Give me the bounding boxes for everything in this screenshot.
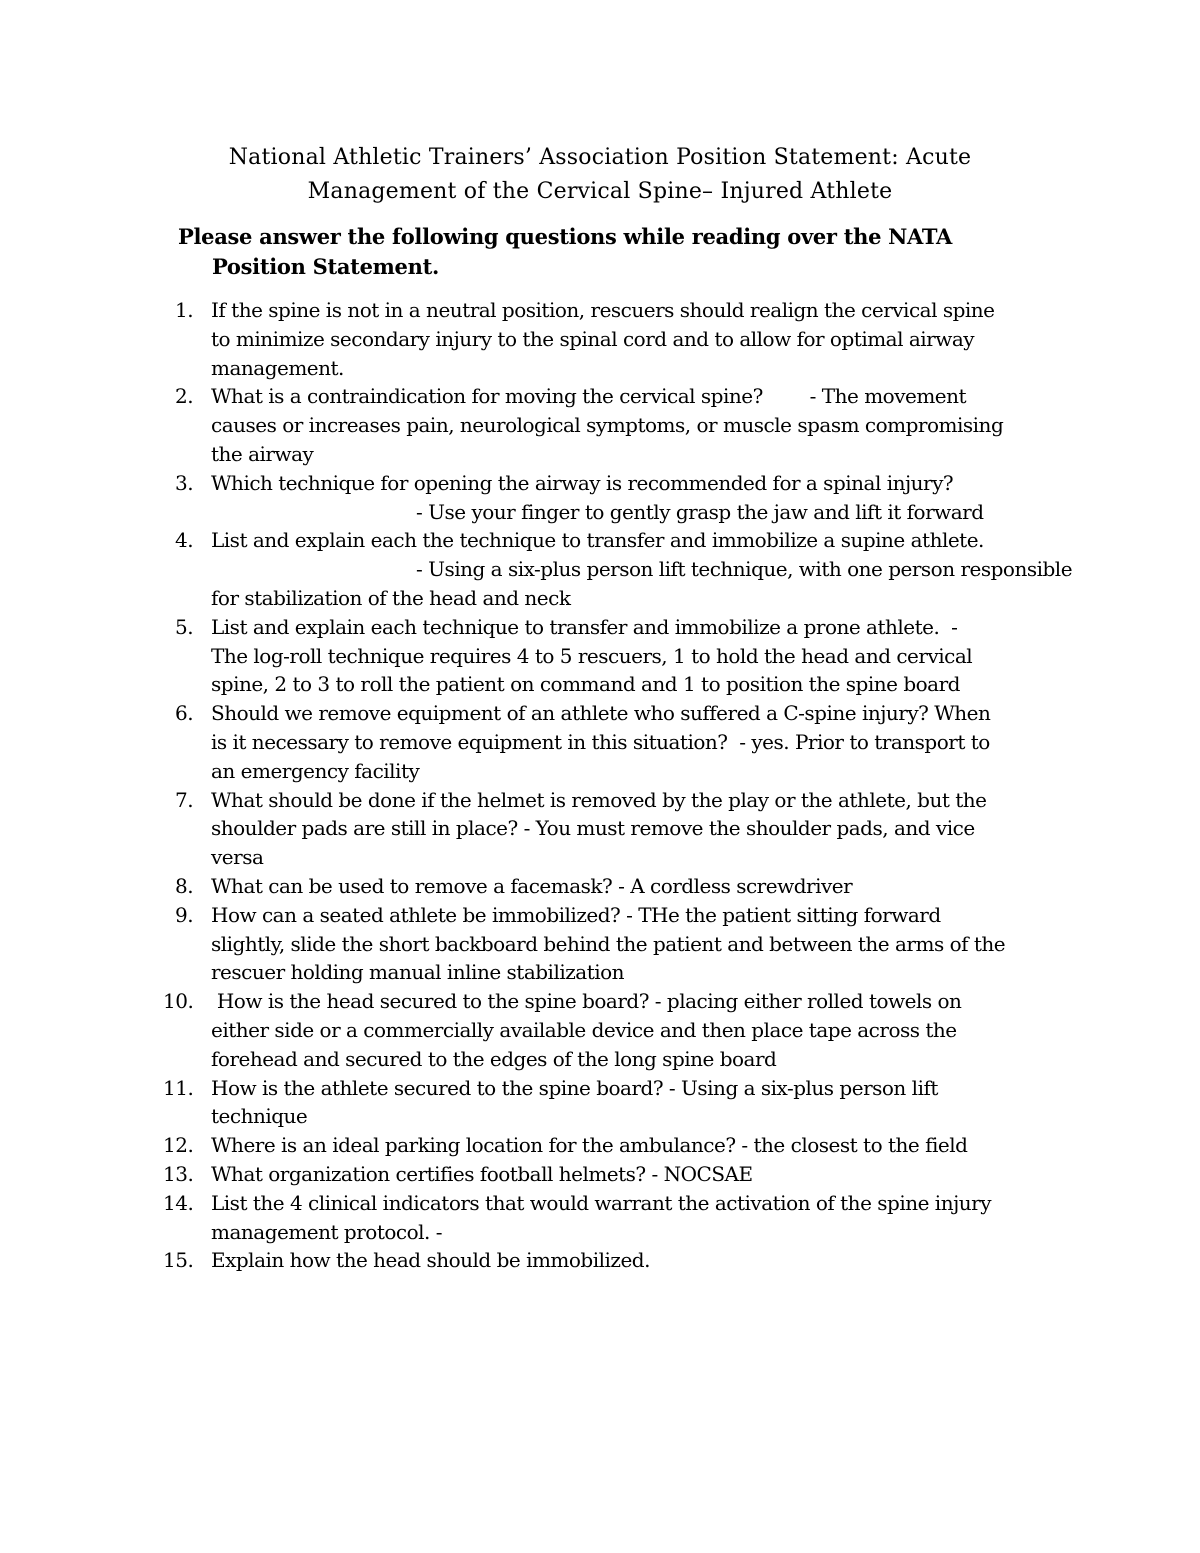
question-line — [175, 526, 1075, 555]
question-text: for stabilization of the head and neck — [211, 585, 571, 610]
question-text: technique — [211, 1104, 308, 1129]
question-line — [175, 411, 1075, 440]
question-line — [175, 958, 1075, 987]
question-item — [175, 901, 1075, 987]
question-line — [175, 814, 1075, 843]
question-number: 7. — [175, 787, 194, 812]
question-text: causes or increases pain, neurological symptoms, or muscle spasm compromising — [211, 413, 1004, 438]
question-text: management protocol. - — [211, 1219, 443, 1244]
question-number: 4. — [175, 528, 194, 553]
question-text: List the 4 clinical indicators that would warrant the activation of the spine injury — [211, 1190, 992, 1215]
question-number: 5. — [175, 614, 194, 639]
question-line — [175, 786, 1075, 815]
question-line — [175, 670, 1075, 699]
question-text: management. — [211, 355, 344, 380]
question-number: 8. — [175, 873, 194, 898]
question-text: either side or a commercially available device and then place tape across the — [211, 1017, 957, 1042]
question-item — [163, 1189, 1075, 1247]
question-line — [163, 987, 1075, 1016]
question-item — [163, 1131, 1075, 1160]
question-text: How is the athlete secured to the spine board? - Using a six-plus person lift — [211, 1075, 938, 1100]
question-text: an emergency facility — [211, 758, 420, 783]
question-item — [163, 1246, 1075, 1275]
question-number: 13. — [163, 1161, 194, 1186]
question-text: What can be used to remove a facemask? - A cordless screwdriver — [211, 873, 853, 898]
question-line — [175, 843, 1075, 872]
question-text: How can a seated athlete be immobilized? - THe the patient sitting forward — [211, 902, 941, 927]
question-text: forehead and secured to the edges of the long spine board — [211, 1046, 777, 1071]
question-text: What should be done if the helmet is removed by the play or the athlete, but the — [211, 787, 987, 812]
question-line — [175, 498, 1075, 527]
question-text: to minimize secondary injury to the spinal cord and to allow for optimal airway — [211, 326, 975, 351]
question-text: shoulder pads are still in place? - You must remove the shoulder pads, and vice — [211, 816, 975, 841]
question-line — [175, 440, 1075, 469]
question-text: rescuer holding manual inline stabilization — [211, 960, 625, 985]
question-number: 3. — [175, 470, 194, 495]
question-text: Should we remove equipment of an athlete who suffered a C-spine injury? When — [211, 701, 991, 726]
question-text: - Using a six-plus person lift technique, with one person responsible — [211, 557, 1073, 582]
question-line — [163, 1131, 1075, 1160]
question-text: versa — [211, 845, 264, 870]
question-text: slightly, slide the short backboard behind the patient and between the arms of the — [211, 931, 1006, 956]
question-number: 14. — [163, 1190, 194, 1215]
question-line — [163, 1189, 1075, 1218]
question-text: If the spine is not in a neutral position, rescuers should realign the cervical spine — [211, 298, 995, 322]
question-number: 11. — [163, 1075, 194, 1100]
question-line — [175, 325, 1075, 354]
question-text: is it necessary to remove equipment in this situation? - yes. Prior to transport to — [211, 729, 990, 754]
title-line-1: National Athletic Trainers’ Association Position Statement: Acute — [228, 145, 972, 170]
question-text: - Use your finger to gently grasp the jaw and lift it forward — [211, 499, 984, 524]
question-line — [175, 555, 1075, 584]
question-line — [175, 1102, 1075, 1131]
instructions-line-2: Position Statement. — [212, 254, 439, 279]
question-text: What is a contraindication for moving the cervical spine? - The movement — [211, 384, 967, 409]
question-item — [175, 296, 1075, 382]
title-line-2: Management of the Cervical Spine– Injured Athlete — [307, 179, 893, 204]
question-item — [175, 526, 1075, 612]
question-text: What organization certifies football helmets? - NOCSAE — [211, 1161, 753, 1186]
question-line — [163, 1074, 1075, 1103]
question-line — [163, 1160, 1075, 1189]
question-line — [175, 901, 1075, 930]
question-item — [175, 469, 1075, 527]
question-text: Explain how the head should be immobilized. — [211, 1248, 650, 1273]
question-line — [175, 354, 1075, 383]
question-text: List and explain each the technique to transfer and immobilize a supine athlete. — [211, 528, 984, 553]
question-line — [175, 296, 1075, 325]
question-text: Where is an ideal parking location for the ambulance? - the closest to the field — [211, 1133, 968, 1158]
question-line — [163, 1246, 1075, 1275]
question-text: Which technique for opening the airway is recommended for a spinal injury? — [211, 470, 954, 495]
document-title — [150, 141, 1050, 209]
question-line — [175, 382, 1075, 411]
question-number: 15. — [163, 1248, 194, 1273]
question-line — [175, 872, 1075, 901]
instructions — [178, 222, 1058, 282]
question-line — [175, 930, 1075, 959]
question-item — [175, 872, 1075, 901]
question-text: the airway — [211, 441, 314, 466]
question-item — [163, 1074, 1075, 1132]
question-line — [175, 1218, 1075, 1247]
question-item — [175, 699, 1075, 785]
question-number: 12. — [163, 1133, 194, 1158]
question-text: The log-roll technique requires 4 to 5 rescuers, 1 to hold the head and cervical — [211, 643, 973, 668]
question-line — [175, 757, 1075, 786]
question-item — [175, 786, 1075, 872]
question-number: 10. — [163, 989, 194, 1014]
question-number: 9. — [175, 902, 194, 927]
question-line — [175, 1045, 1075, 1074]
question-text: How is the head secured to the spine board? - placing either rolled towels on — [211, 989, 962, 1014]
instructions-line-1: Please answer the following questions while reading over the NATA — [178, 224, 953, 249]
question-item — [163, 987, 1075, 1073]
question-number: 2. — [175, 384, 194, 409]
question-line — [175, 1016, 1075, 1045]
question-text: spine, 2 to 3 to roll the patient on command and 1 to position the spine board — [211, 672, 960, 697]
question-line — [175, 613, 1075, 642]
question-text: List and explain each technique to transfer and immobilize a prone athlete. - — [211, 614, 958, 639]
question-number: 1. — [175, 298, 194, 322]
question-number: 6. — [175, 701, 194, 726]
question-item — [175, 613, 1075, 699]
question-list — [163, 296, 1075, 1275]
question-item — [163, 1160, 1075, 1189]
question-line — [175, 584, 1075, 613]
question-item — [175, 382, 1075, 468]
question-line — [175, 699, 1075, 728]
question-line — [175, 469, 1075, 498]
question-line — [175, 642, 1075, 671]
question-line — [175, 728, 1075, 757]
